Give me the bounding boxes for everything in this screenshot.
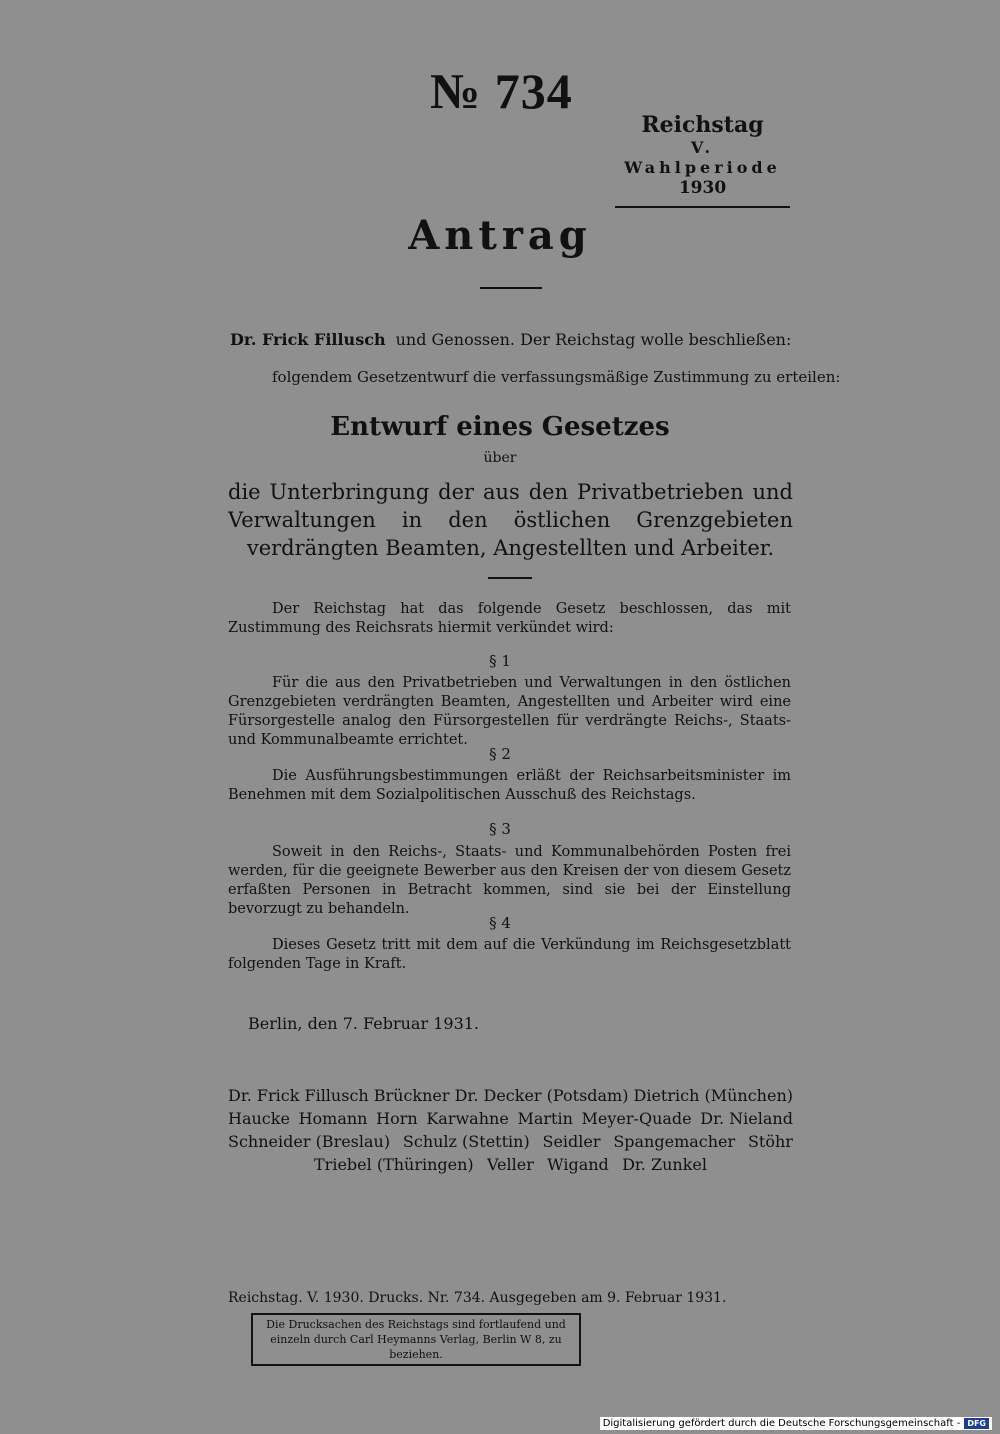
- signatory: Wigand: [547, 1155, 609, 1174]
- stamp-year: 1930: [678, 178, 727, 198]
- signatory: Haucke: [228, 1109, 290, 1128]
- dfg-logo-icon: DFG: [964, 1418, 989, 1429]
- signatory: Dietrich (München): [633, 1086, 793, 1105]
- section-label: § 1: [489, 652, 511, 670]
- section-text: Für die aus den Privatbetrieben und Verwaltungen in den östlichen Grenzgebieten verdrängten Beamten, Angestellten und Arbeiter wird eine Fürsorgestelle analog den Fürsorgestellen für verdrängte Reichs-, Staats- und Kommunalbeamte errichtet.: [228, 675, 791, 748]
- draft-connector: über: [483, 450, 517, 466]
- signatory: Meyer-Quade: [581, 1109, 692, 1128]
- intro-authors: Dr. Frick Fillusch: [230, 330, 386, 349]
- signatory: Dr. Nieland: [700, 1109, 793, 1128]
- document-title: Antrag: [408, 212, 592, 259]
- signatory: Dr. Decker (Potsdam): [454, 1086, 629, 1105]
- signatory: Stöhr: [747, 1132, 793, 1151]
- stamp-reichstag: Reichstag: [641, 112, 764, 138]
- signatory: Martin: [517, 1109, 573, 1128]
- draft-subject: die Unterbringung der aus den Privatbetrieben und Verwaltungen in den östlichen Grenzgebieten verdrängten Beamten, Angestellten und Arbeiter.: [228, 480, 793, 560]
- signatory-row: [228, 1084, 793, 1107]
- signatory: Horn: [376, 1109, 418, 1128]
- digitization-credit: [600, 1417, 992, 1430]
- signatory: Seidler: [542, 1132, 601, 1151]
- stamp-wahlperiode: V. Wahlperiode: [624, 138, 781, 177]
- signatory: Triebel (Thüringen): [314, 1155, 474, 1174]
- signatory: Veller: [486, 1155, 534, 1174]
- signatory: Fillusch: [304, 1086, 369, 1105]
- subject-divider: [488, 577, 532, 579]
- signatory-list: [228, 1084, 793, 1176]
- section-label: § 3: [489, 820, 511, 838]
- signatory: Dr. Zunkel: [622, 1155, 707, 1174]
- section-label: § 4: [489, 914, 511, 932]
- title-divider: [480, 287, 542, 289]
- reichstag-stamp: [615, 112, 790, 208]
- publisher-notice: Die Drucksachen des Reichstags sind fortlaufend und einzeln durch Carl Heymanns Verlag, Berlin W 8, zu beziehen.: [251, 1313, 581, 1366]
- signatory: Homann: [298, 1109, 368, 1128]
- document-number: № 734: [430, 63, 573, 119]
- section-text: Dieses Gesetz tritt mit dem auf die Verkündung im Reichsgesetzblatt folgenden Tage in Kraft.: [228, 937, 791, 972]
- signatory: Spangemacher: [613, 1132, 736, 1151]
- place-date: Berlin, den 7. Februar 1931.: [248, 1014, 480, 1033]
- intro-text: und Genossen. Der Reichstag wolle beschließen:: [395, 330, 792, 349]
- stamp-rule: [615, 206, 790, 208]
- signatory: Brückner: [373, 1086, 450, 1105]
- credit-text: Digitalisierung gefördert durch die Deutsche Forschungsgemeinschaft -: [602, 1418, 961, 1429]
- signatory-row: [228, 1107, 793, 1130]
- signatory: Schulz (Stettin): [402, 1132, 530, 1151]
- signatory-row: [228, 1130, 793, 1153]
- signatory: Schneider (Breslau): [228, 1132, 391, 1151]
- signatory: Dr. Frick: [228, 1086, 300, 1105]
- print-footer: Reichstag. V. 1930. Drucks. Nr. 734. Ausgegeben am 9. Februar 1931.: [228, 1290, 727, 1306]
- signatory-row: [228, 1153, 793, 1176]
- signatory: Karwahne: [426, 1109, 509, 1128]
- intro-resolution: folgendem Gesetzentwurf die verfassungsmäßige Zustimmung zu erteilen:: [272, 368, 841, 386]
- preamble: Der Reichstag hat das folgende Gesetz beschlossen, das mit Zustimmung des Reichsrats hiermit verkündet wird:: [228, 601, 791, 636]
- section-text: Die Ausführungsbestimmungen erläßt der Reichsarbeitsminister im Benehmen mit dem Sozialpolitischen Ausschuß des Reichstags.: [228, 768, 791, 803]
- intro-line: [230, 330, 791, 349]
- draft-heading: Entwurf eines Gesetzes: [330, 412, 670, 442]
- section-label: § 2: [489, 745, 511, 763]
- section-text: Soweit in den Reichs-, Staats- und Kommunalbehörden Posten frei werden, für die geeignete Bewerber aus den Kreisen der von diesem Gesetz erfaßten Personen in Betracht kommen, sind sie bei der Einstellung bevorzugt zu behandeln.: [228, 844, 791, 917]
